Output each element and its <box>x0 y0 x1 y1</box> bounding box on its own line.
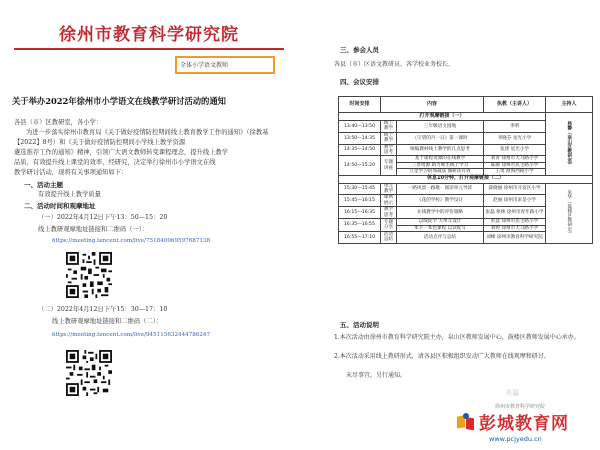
row-type: 活动总结 <box>381 231 397 243</box>
row-type: 教学思考 <box>381 144 397 156</box>
row-speaker: 彭慧 徐州市民主路小学 <box>484 219 546 225</box>
session-2-link[interactable]: https://meeting.tencent.com/live/945115632444786247 <box>52 332 211 338</box>
right-page <box>180 0 600 450</box>
site-logo <box>455 404 600 450</box>
row-type: 单元教学 <box>381 183 397 195</box>
meipian-watermark: 美篇 <box>505 389 519 397</box>
row-content: 三善资源 助力师生线上学习 <box>397 162 484 168</box>
intro-paragraph-1: 为进一步落实徐州市教育局《关于做好疫情防控期间线上教育教学工作的通知》（徐教基【2022】8号）和《关于做好疫情防控期间小学线上教学资源 <box>14 129 269 146</box>
row-speaker: 李晓芬 星光小学 <box>484 132 546 144</box>
book-logo-icon <box>455 411 477 433</box>
row-content: 立足学习的加减法 微研读有效 <box>397 169 484 175</box>
logo-url[interactable]: www.pcjyedu.cn <box>489 435 542 443</box>
header-speaker: 执教（主讲人） <box>484 97 546 113</box>
logo-caption: 徐州市教育科学研究院 <box>495 404 546 410</box>
row-time: 16:15—16:35 <box>339 207 381 219</box>
notice-title: 关于举办2022年徐州市小学语文在线教学研讨活动的通知 <box>12 96 226 106</box>
row-speaker: 李明 <box>484 121 546 133</box>
session-2-label: 线上教研观摩地址链接和二维码（二）： <box>52 318 163 325</box>
row-speaker: 刘青 徐州市大马路小学 <box>484 156 546 162</box>
header-rule <box>14 48 284 50</box>
attendees-text: 各县（市）区语文教研员、各学校业务校长、 <box>334 61 455 68</box>
group-1-title: 打开观摩链接（一） <box>339 113 546 121</box>
row-time: 15:45—16:15 <box>339 195 381 207</box>
row-speaker: 薛晓丽 徐州市开发区小学 <box>484 183 546 195</box>
addressee: 各县（市）区教研室，各小学： <box>14 119 103 126</box>
row-content: 一路风景一路歌：阅读单元导读 <box>397 183 484 195</box>
section-notes-heading: 五、活动说明 <box>340 321 379 329</box>
attendees-highlight-text: 全体小学语文教师 <box>180 62 229 69</box>
row-time: 13:40—13:50 <box>339 121 381 133</box>
row-content: 在线教学中的评价策略 <box>397 207 484 219</box>
break-title: 休息10分钟，打开观摩链接（二） <box>339 175 593 183</box>
institute-header: 徐州市教育科学研究院 <box>59 25 239 45</box>
schedule-table <box>338 96 593 244</box>
section-theme-text: 有效提升线上教学质量 <box>38 191 101 198</box>
host-1: 杨静（泉山区教研室） <box>546 113 593 176</box>
session-1-link[interactable]: https://meeting.tencent.com/live/751840069597687138 <box>52 238 211 244</box>
note-1: 1.本次活动由徐州市教育科学研究院主办，泉山区教师发展中心，鼓楼区教师发展中心承办。 <box>334 334 580 341</box>
session-2-time: （二）2022年4月12日下午15：30—17：10 <box>38 306 168 313</box>
section-theme-heading: 一、活动主题 <box>24 181 63 189</box>
session-1-time: （一）2022年4月12日下午13：50—15：20 <box>38 214 168 221</box>
header-content: 内容 <box>381 97 484 113</box>
row-speaker: 刘婷 徐州市大马路小学 <box>484 225 546 231</box>
row-speaker: 赵丽 徐州市求是小学 <box>484 195 546 207</box>
row-type: 教学思考 <box>381 207 397 219</box>
row-content: 三年级语文园地 <box>397 121 484 133</box>
row-content: 本手一本色课程 以读促写 <box>397 225 484 231</box>
row-speaker: 王勇 淮海西路小学 <box>484 169 546 175</box>
row-type: 线上教学 <box>381 132 397 144</box>
intro-paragraph-2: 遴选推荐工作的通知》精神，引领广大语文教师转变课程理念，提升线上教学 <box>14 149 229 156</box>
row-time: 14:35—14:50 <box>339 144 381 156</box>
row-content: 统编教材线上教学的几点思考 <box>397 144 484 156</box>
row-type: 专题分享 <box>381 219 397 232</box>
row-speaker: 陈静 徐州市民主路小学 <box>484 162 546 168</box>
header-host: 主持人 <box>546 97 593 113</box>
row-content: 活动点评与总结 <box>397 231 484 243</box>
row-content: 《花的学校》教学设计 <box>397 195 484 207</box>
section-time-heading: 二、活动时间和观摩地址 <box>24 202 96 210</box>
row-type: 课例展示 <box>381 195 397 207</box>
section-attendees-heading: 三、参会人员 <box>340 46 379 54</box>
row-time: 14:50—15:20 <box>339 156 381 175</box>
row-speaker: 刘峰 徐州市教育科学研究院 <box>484 231 546 243</box>
row-content: 基于课程资源的在线教学 <box>397 156 484 162</box>
row-time: 13:50—14:35 <box>339 132 381 144</box>
qr-code-2-icon[interactable] <box>66 350 112 396</box>
row-type: 线上教学 <box>381 121 397 133</box>
session-1-label: 线上教研观摩地址链接和二维码（一）： <box>38 226 149 233</box>
row-content: 《守望的月一日》第一课时 <box>397 132 484 144</box>
row-time: 15:30—15:45 <box>339 183 381 195</box>
row-speaker: 张磊 侯林 徐州市青年路小学 <box>484 207 546 219</box>
section-schedule-heading: 四、会议安排 <box>340 78 379 86</box>
row-time: 16:35—16:55 <box>339 219 381 232</box>
note-2: 2.本次活动采用线上教研形式，请各县区积极组织发动广大教师在线观摩和研讨。 <box>334 353 550 360</box>
intro-paragraph-3: 品质，有效提升线上课堂的效率，经研究，决定举行徐州市小学语文在线 <box>14 159 216 166</box>
logo-name: 彭城教育网 <box>479 414 569 434</box>
host-2: 张华（鼓楼区教研室） <box>546 183 593 243</box>
row-speaker: 张建 星光小学 <box>484 144 546 156</box>
qr-code-1-icon[interactable] <box>66 252 112 298</box>
header-time: 时间安排 <box>339 97 381 113</box>
closing-text: 未尽事宜，另行通知。 <box>346 372 407 379</box>
intro-paragraph-4: 教学研讨活动，现将有关事项通知如下： <box>14 169 128 176</box>
row-content: 以线促学 大单元设计 <box>397 219 484 225</box>
row-time: 16:55—17:10 <box>339 231 381 243</box>
row-type: 专题讲座 <box>381 156 397 175</box>
